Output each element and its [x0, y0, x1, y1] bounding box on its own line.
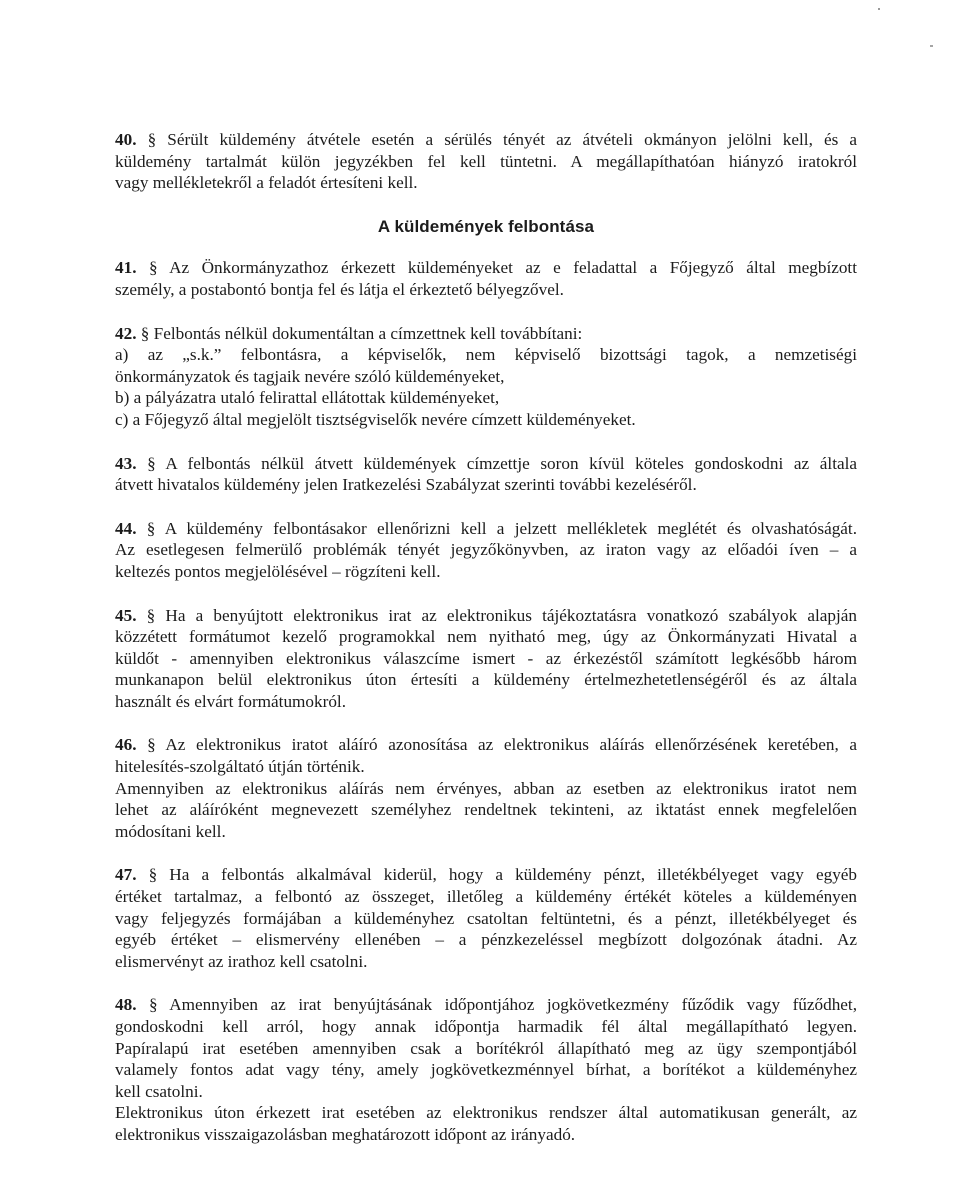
section-heading: A küldemények felbontása [377, 216, 595, 236]
paragraph-number: 46. [115, 735, 137, 755]
paragraph-47: 47. § Ha a felbontás alkalmával kiderül, hogy a küldemény pénzt, illetékbélyeget vagy egyéb értéket tartalmaz, a felbontó az összeget, illetőleg a küldemény értékét köteles a küldeményen vagy feljegyzés formájában a küldeményhez csatoltan feltüntetni, és a pénzt, illetékbélyeget és egyéb értéket – elismervény ellenében – a pénzkezeléssel megbízott dolgozónak átadni. Az elismervényt az irathoz kell csatolni. [115, 865, 858, 971]
paragraph-number: 44. [115, 518, 137, 538]
section-sign: § [146, 605, 156, 625]
paragraph-40: 40. § Sérült küldemény átvétele esetén a sérülés tényét az átvételi okmányon jelölni kell, és a küldemény tartalmát külön jegyzékben fel kell tüntetni. A megállapíthatóan hiányzó iratokról vagy mellékletekről a feladót értesíteni kell. [115, 130, 858, 193]
paragraph-number: 40. [115, 130, 137, 149]
paragraph-42: 42. § Felbontás nélkül dokumentáltan a címzettnek kell továbbítani: a) az „s.k.” felbontásra, a képviselők, nem képviselő bizottsági tagok, a nemzetiségi önkormányzatok és tagjaik nevére szóló küldeményeket, b) a pályázatra utaló felirattal ellátottak küldeményeket, c) a Főjegyző által megjelölt tisztségviselők nevére címzett küldeményeket. [115, 323, 857, 429]
list-item: c) a Főjegyző által megjelölt tisztségviselők nevére címzett küldeményeket. [115, 409, 636, 429]
paragraph-number: 43. [115, 453, 137, 473]
paragraph-46: 46. § Az elektronikus iratot aláíró azonosítása az elektronikus aláírás ellenőrzésének keretében, a hitelesítés-szolgáltató útján történik. Amennyiben az elektronikus aláírás nem érvényes, abban az esetben az elektronikus iratot nem lehet az aláíróként megnevezett személyhez rendeltnek tekinteni, az iktatást ennek megfelelően módosítani kell. [115, 735, 858, 841]
section-sign: § [147, 735, 156, 755]
list-item: b) a pályázatra utaló felirattal ellátottak küldeményeket, [115, 388, 500, 408]
paragraph-number: 45. [115, 605, 137, 625]
section-sign: § [140, 323, 150, 343]
paragraph-45: 45. § Ha a benyújtott elektronikus irat az elektronikus tájékoztatásra vonatkozó szabályok alapján közzétett formátumot kezelő programokkal nem nyitható meg, úgy az Önkormányzati Hivatal a küldőt - amennyiben elektronikus válaszcíme ismert - az érkezéstől számított legkésőbb három munkanapon belül elektronikus úton értesíti a küldemény értelmezhetetlenségéről és az általa használt és elvárt formátumokról. [115, 605, 857, 711]
section-sign: § [147, 130, 157, 149]
section-sign: § [148, 865, 158, 885]
paragraph-number: 42. [115, 323, 137, 343]
paragraph-43: 43. § A felbontás nélkül átvett küldemények címzettje soron kívül köteles gondoskodni az általa átvett hivatalos küldemény jelen Iratkezelési Szabályzat szerinti további kezeléséről. [115, 453, 857, 495]
list-item: a) az „s.k.” felbontásra, a képviselők, nem képviselő bizottsági tagok, a nemzetiségi [115, 345, 857, 365]
section-sign: § [149, 995, 158, 1015]
paragraph-41: 41. § Az Önkormányzathoz érkezett küldeményeket az e feladattal a Főjegyző által megbízott személy, a postabontó bontja fel és látja el érkeztető bélyegzővel. [115, 258, 857, 299]
section-sign: § [147, 453, 156, 473]
paragraph-number: 48. [115, 995, 137, 1015]
paragraph-number: 41. [115, 258, 137, 278]
paragraph-number: 47. [115, 865, 137, 885]
document-body [115, 129, 857, 1168]
scan-speck [878, 8, 880, 10]
paragraph-48: 48. § Amennyiben az irat benyújtásának időpontjához jogkövetkezmény fűződik vagy fűződhet, gondoskodni kell arról, hogy annak időpontja harmadik fél által megállapítható legyen. Papíralapú irat esetében amennyiben csak a borítékról állapítható meg az ügy szempontjából valamely fontos adat vagy tény, amely jogkövetkezménnyel bírhat, a borítékot a küldeményhez kell csatolni. Elektronikus úton érkezett irat esetében az elektronikus rendszer által automatikusan generált, az elektronikus visszaigazolásban meghatározott időpont az irányadó. [115, 995, 858, 1144]
section-sign: § [148, 258, 158, 278]
scan-speck [930, 45, 933, 47]
paragraph-44: 44. § A küldemény felbontásakor ellenőrizni kell a jelzett mellékletek meglétét és olvashatóságát. Az esetlegesen felmerülő problémák tényét jegyzőkönyvben, az iraton vagy az előadói íven – a keltezés pontos megjelölésével – rögzíteni kell. [115, 518, 857, 581]
list-item-continuation: önkormányzatok és tagjaik nevére szóló küldeményeket, [115, 366, 505, 386]
section-sign: § [146, 518, 156, 538]
